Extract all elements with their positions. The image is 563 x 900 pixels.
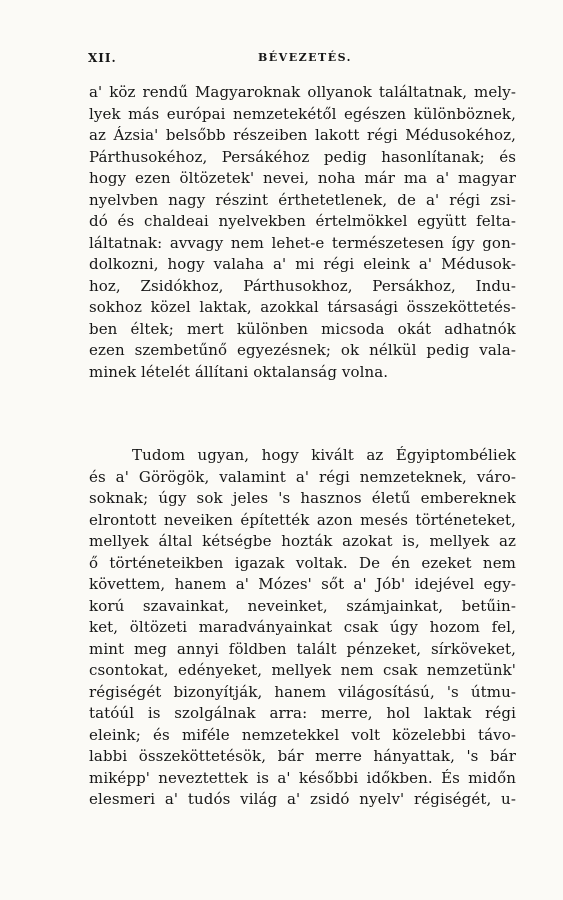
text-line: minek lételét állítani oktalanság volna. [89,362,389,381]
text-line: korú szavainkat, neveinket, számjainkat, betűin- [89,596,516,615]
running-head: BÉVEZETÉS. [258,51,352,64]
text-line: ő történeteikben igazak voltak. De én ezeket nem [89,553,516,572]
text-line: hogy ezen öltözetek' nevei, noha már ma a' magyar [89,169,516,187]
text-line: lyek más európai nemzetekétől egészen különböznek, [89,104,516,123]
text-line: sokhoz közel laktak, azokkal társasági összeköttetés- [89,298,516,316]
text-line: tatóúl is szolgálnak arra: merre, hol laktak régi [89,704,516,722]
text-line: soknak; úgy sok jeles 's hasznos életű embereknek [89,489,516,507]
text-line: mint meg annyi földben talált pénzeket, sírköveket, [89,639,516,658]
text-line: Párthusokéhoz, Persákéhoz pedig hasonlítanak; és [89,147,516,166]
text-line: mellyek által kétségbe hozták azokat is, mellyek az [89,532,516,550]
text-line: nyelvben nagy részint érthetetlenek, de a' régi zsi- [89,190,516,209]
paragraph-1 [89,82,516,383]
text-line: ket, öltözeti maradványainkat csak úgy hozom fel, [89,618,516,636]
text-line: a' köz rendű Magyaroknak ollyanok találtatnak, mely- [89,83,516,101]
text-line: dolkozni, hogy valaha a' mi régi eleink a' Médusok- [89,255,516,273]
text-line: követtem, hanem a' Mózes' sőt a' Jób' idejével egy- [89,575,516,593]
text-line: láltatnak: avvagy nem lehet-e természetesen így gon- [89,233,516,252]
page-number: XII. [88,51,117,65]
text-line: régiségét bizonyítják, hanem világosítású, 's útmu- [89,682,516,701]
text-line: elrontott neveiken építették azon mesés történeteket, [89,510,516,529]
paragraph-2 [89,445,516,811]
text-line: csontokat, edényeket, mellyek nem csak nemzetünk' [89,661,516,679]
text-line: elesmeri a' tudós világ a' zsidó nyelv' régiségét, u- [89,790,516,808]
text-line: labbi összeköttetésök, bár merre hányattak, 's bár [89,747,516,765]
page-header [86,51,516,71]
text-line: dó és chaldeai nyelvekben értelmökkel együtt felta- [89,212,516,230]
text-line: miképp' neveztettek is a' későbbi időkben. És midőn [89,768,516,787]
text-line: eleink; és miféle nemzetekkel volt közelebbi távo- [89,725,516,744]
text-line: hoz, Zsidókhoz, Párthusokhoz, Persákhoz, Indu- [89,276,516,295]
text-line: Tudom ugyan, hogy kivált az Égyiptombéliek [132,446,516,464]
text-line: ezen szembetűnő egyezésnek; ok nélkül pedig vala- [89,341,516,359]
text-line: az Ázsia' belsőbb részeiben lakott régi Médusokéhoz, [89,126,516,144]
text-line: ben éltek; mert különben micsoda okát adhatnók [89,319,516,338]
text-line: és a' Görögök, valamint a' régi nemzeteknek, váro- [89,467,516,486]
